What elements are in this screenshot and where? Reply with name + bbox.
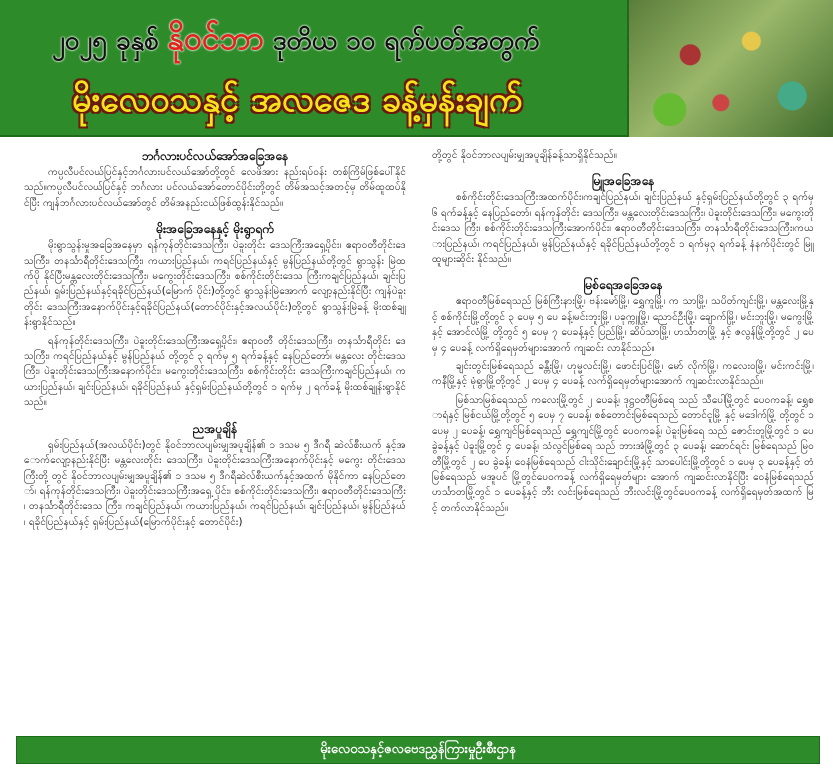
section-heading: ဘင်္ဂလားပင်လယ်အော်အခြေအနေ — [141, 149, 289, 163]
section-paragraph: ဧရာဝတီမြစ်ရေသည် မြစ်ကြီးနားမြို့၊ ဗန်းမော်မြို့၊ ရွှေကူမြို့၊ က သာမြို့၊ သပိတ်ကျင်းမြို့၊ မန္တလေးမြို့နှင့် စစ်ကိုင်းမြို့တို့တွင် ၃ ပေမှ ၅ ပေ ခန့်၊မင်းဘူးမြို့၊ ပခုက္ကူမြို့၊ ညောင်ဦးမြို့၊ ချောက်မြို့၊ မင်းဘူးမြို့၊ မကွေးမြို့နှင့် အောင်လံမြို့ တို့တွင် ၅ ပေမှ ၇ ပေခန့်နှင့် ပြည်မြို့၊ ဆိပ်သာမြို့၊ ဟင်္သာတမြို့ နှင့် ဇလွန်မြို့တို့တွင် ၂ ပေမှ ၄ ပေခန့် လက်ရှိရေမှတ်များအောက် ကျဆင်း လာနိုင်သည်။ — [432, 296, 814, 354]
section-paragraph: ကပ္ပလီပင်လယ်ပြင်နှင့်ဘင်္ဂလားပင်လယ်အော်တို့တွင် လေဖိအား နည်းရပ်ဝန်း တစ်ကြိမ်ဖြစ်ပေါ်နိုင်သည်။ကပ္ပလီပင်လယ်ပြင်နှင့် ဘင်္ဂလား ပင်လယ်အော်တောင်ပိုင်းတို့တွင် တိမ်အသင့်အတင့်မှ တိမ်ထူထပ်နိုင်ပြီး ကျန်ဘင်္ဂလားပင်လယ်အော်တွင် တိမ်အနည်းငယ်ဖြစ်ထွန်းနိုင်သည်။ — [24, 167, 406, 209]
section — [24, 148, 406, 211]
section — [432, 148, 814, 163]
section — [432, 277, 814, 516]
section-heading: မြစ်ရေအခြေအနေ — [583, 278, 663, 293]
year-text: ၂၀၂၅ ခုနှစ် — [52, 26, 159, 56]
section-heading: မိုးအခြေအနေနှင့် မိုးရွာရက် — [156, 222, 274, 237]
section-paragraph: တို့တွင် နိုဝင်ဘာလပျမ်းမျှအပူချိန်ခန့်သာရှိနိုင်သည်။ — [432, 150, 617, 161]
period-text: ဒုတိယ ၁၀ ရက်ပတ်အတွက် — [272, 26, 540, 56]
right-column — [432, 148, 814, 730]
section-paragraph: စစ်ကိုင်းတိုင်းဒေသကြီးအထက်ပိုင်း၊ကချင်ပြည်နယ်၊ ချင်းပြည်နယ် နှင့်ရှမ်းပြည်နယ်တို့တွင် ၃ ရက်မှ ၆ ရက်ခန့်နှင့် နေပြည်တော်၊ ရန်ကုန်တိုင်း ဒေသကြီး၊ မန္တလေးတိုင်းဒေသကြီး၊ ပဲခူးတိုင်းဒေသကြီး၊ မကွေးတိုင်းဒေသ ကြီး၊ စစ်ကိုင်းတိုင်းဒေသကြီးအောက်ပိုင်း၊ ဧရာဝတီတိုင်းဒေသကြီး၊ တနင်္သာရီတိုင်းဒေသကြီး၊ကယားပြည်နယ်၊ ကရင်ပြည်နယ်၊ မွန်ပြည်နယ်နှင့် ရခိုင်ပြည်နယ်တို့တွင် ၁ ရက်မှ၃ ရက်ခန့် နံနက်ပိုင်းတွင် မြူထူများဆိုင်း နိုင်သည်။ — [432, 192, 814, 266]
footer-department: မိုးလေဝသနှင့်ဇလဗေဒညွှန်ကြားမှုဦးစီးဌာန — [16, 736, 820, 764]
section-paragraph: ရန်ကုန်တိုင်းဒေသကြီး၊ ပဲခူးတိုင်းဒေသကြီးအရှေ့ပိုင်း၊ ဧရာဝတီ တိုင်းဒေသကြီး၊ တနင်္သာရီတိုင်း ဒေသကြီး၊ ကရင်ပြည်နယ်နှင့် မွန်ပြည်နယ် တို့တွင် ၃ ရက်မှ ၅ ရက်ခန့်နှင့် နေပြည်တော်၊ မန္တလေး တိုင်းဒေသကြီး၊ ပဲခူးတိုင်းဒေသကြီးအနောက်ပိုင်း၊ မကွေးတိုင်းဒေသကြီး၊ စစ်ကိုင်းတိုင်း ဒေသကြီးကချင်ပြည်နယ်၊ ကယားပြည်နယ်၊ ချင်းပြည်နယ်၊ ရခိုင်ပြည်နယ် နှင့်ရှမ်းပြည်နယ်တို့တွင် ၁ ရက်မှ ၂ ရက်ခန့် မိုးထစ်ချုန်းရွာနိုင်သည်။ — [24, 335, 406, 409]
section-paragraph: မြစ်သာမြစ်ရေသည် ကလေးမြို့တွင် ၂ ပေခန့်၊ ဒုဋ္ဌဝတီမြစ်ရေ သည် သီပေါမြို့တွင် ပေ၀ကခန့်၊ ရွှေစာရံနှင့် မြစ်ငယ်မြို့တို့တွင် ၅ ပေမှ ၇ ပေခန့်၊ စစ်တောင်းမြစ်ရေသည် တောင်ငူမြို့ နှင့် မဒေါက်မြို့ တို့တွင် ၁ ပေမှ ၂ ပေခန့်၊ ရွှေကျင်မြစ်ရေသည် ရွှေကျင်မြို့တွင် ပေ၀ကခန့်၊ ပဲခူးမြစ်ရေ သည် ဇောင်းတူမြို့တွင် ၁ ပေခွဲခန့်နှင့် ပဲခူးမြို့တွင် ၄ ပေခန့်၊ သံလွင်မြစ်ရေ သည် ဘားအံမြို့တွင် ၃ ပေခန့်၊ ဆောင်ရင်း မြစ်ရေသည် မြဝတီမြို့တွင် ၂ ပေ ခွဲခန့်၊ ဝေနံမြစ်ရေသည် ငါးသိုင်းချောင်းမြို့နှင့် သာပေါင်းမြို့တို့တွင် ၁ ပေမှ ၃ ပေခန့်နှင့် တံမြစ်ရေသည် မအူပင် မြို့တွင်ပေ၀ကခန့် လက်ရှိရေမှတ်များ အောက် ကျဆင်းလာနိုင်ပြီး ဝေနံမြစ်ရေသည် ဟင်္သာတမြို့တွင် ၁ ပေခန့်နှင့် ဘီး လင်းမြစ်ရေသည် ဘီးလင်းမြို့တွင်ပေ၀ကခန့် လက်ရှိရေမှတ်အထက် မြင့် တက်လာနိုင်သည်။ — [432, 394, 814, 514]
content-columns — [24, 148, 814, 730]
forecast-period — [52, 12, 539, 64]
left-column — [24, 148, 406, 730]
section-heading: ညအပူချိန် — [192, 421, 238, 436]
forecast-title: မိုးလေဝသနှင့် အလဇေဒ ခန့်မှန်းချက် — [72, 80, 523, 120]
header-banner — [0, 0, 833, 137]
vegetables-photo — [627, 0, 833, 137]
month-text: နိုဝင်ဘာ — [167, 19, 264, 57]
section — [24, 421, 406, 530]
section-paragraph: ချင်းတွင်းမြစ်ရေသည် ခန္တီးမြို့၊ ဟုမ္မလင်းမြို့၊ ဖောင်းပြင်မြို့၊ မော် လိုက်မြို့၊ ကလေးဝမြို့၊ မင်းကင်းမြို့၊ ကနီမြို့နှင့် မုံရွာမြို့တို့တွင် ၂ ပေမှ ၄ ပေခန့် လက်ရှိရေမှတ်များအောက် ကျဆင်းလာနိုင်သည်။ — [432, 361, 814, 388]
section-paragraph: ရှမ်းပြည်နယ်(အလယ်ပိုင်း)တွင် နိုဝင်ဘာလပျမ်းမျှအပူချိန်၏ ၁ ဒသမ ၅ ဒီဂရီ ဆဲလ်စီးယက် နှင့်အောက်လျော့နည်းနိုင်ပြီး မန္တလေးတိုင်း ဒေသကြီး၊ ပဲခူးတိုင်းဒေသကြီးအနောက်ပိုင်းနှင့် မကွေး တိုင်းဒေသကြီးတို့ တွင် နိုဝင်ဘာလပျမ်းမျှအပူချိန်၏ ၁ ဒသမ ၅ ဒီဂရီဆဲလ်စီးယက်နှင့်အထက် မိုနိုင်ကာ နေပြည်တော်၊ ရန်ကုန်တိုင်းဒေသကြီး၊ ပဲခူးတိုင်းဒေသကြီးအရှေ့ ပိုင်း၊ စစ်ကိုင်းတိုင်းဒေသကြီး၊ ဧရာဝတီတိုင်းဒေသကြီး၊ တနင်္သာရီတိုင်းဒေသ ကြီး၊ ကချင်ပြည်နယ်၊ ကယားပြည်နယ်၊ ကရင်ပြည်နယ်၊ ချင်းပြည်နယ်၊ မွန်ပြည်နယ်၊ ရခိုင်ပြည်နယ်နှင့် ရှမ်းပြည်နယ်(မြောက်ပိုင်းနှင့် တောင်ပိုင်း) — [24, 439, 406, 528]
section-heading: မြူအခြေအနေ — [591, 174, 655, 189]
section-paragraph: မိုးရွာသွန်းမှုအခြေအနေမှာ ရန်ကုန်တိုင်းဒေသကြီး၊ ပဲခူးတိုင်း ဒေသကြီးအရှေ့ပိုင်း၊ ဧရာဝတီတိုင်းဒေသကြီး၊ တနင်္သာရီတိုင်းဒေသကြီး၊ ကယားပြည်နယ်၊ ကရင်ပြည်နယ်နှင့် မွန်ပြည်နယ်တို့တွင် ရွာသွန်း မြဲထက်ပို နိုင်ပြီးမန္တလေးတိုင်းဒေသကြီး၊ မကွေးတိုင်းဒေသကြီး၊ စစ်ကိုင်းတိုင်းဒေသ ကြီးကချင်ပြည်နယ်၊ ချင်းပြည်နယ်၊ ရှမ်းပြည်နယ်နှင့်ရခိုင်ပြည်နယ်(မြောက် ပိုင်း)တို့တွင် ရွာသွန်းမြဲအောက် လျော့နည်းနိုင်ပြီး ကျန်ပဲခူးတိုင်း ဒေသကြီးအနောက်ပိုင်းနှင့်ရခိုင်ပြည်နယ်(တောင်ပိုင်းနှင့်အလယ်ပိုင်း)တို့တွင် ရွာသွန်းမြဲခန့် မိုးထစ်ချုန်းရွာနိုင်သည်။ — [24, 240, 406, 329]
section — [432, 173, 814, 267]
section — [24, 221, 406, 410]
